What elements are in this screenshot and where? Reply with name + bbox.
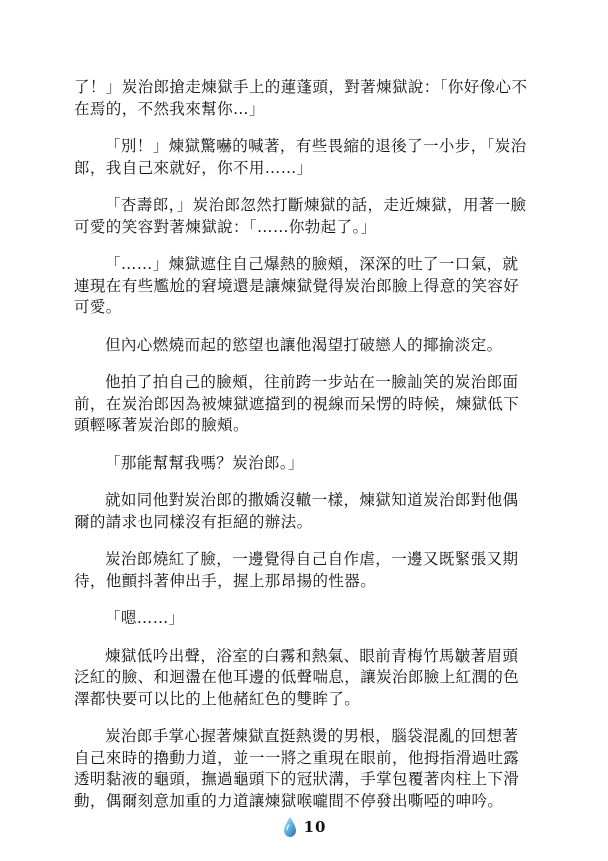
paragraph: 「……」煉獄遮住自己爆熱的臉頰，深深的吐了一口氣，就連現在有些尷尬的窘境還是讓煉獄覺得炭治郎臉上得意的笑容好可愛。 [74,255,520,316]
paragraph: 他拍了拍自己的臉頰，往前跨一步站在一臉訕笑的炭治郎面前，在炭治郎因為被煉獄遮擋到的視線而呆愣的時候，煉獄低下頭輕啄著炭治郎的臉頰。 [74,373,520,434]
paragraph: 了！」炭治郎搶走煉獄手上的蓮蓬頭，對著煉獄說：「你好像心不在焉的，不然我來幫你…」 [74,78,528,118]
water-drop-icon [282,816,298,838]
paragraph: 炭治郎燒紅了臉，一邊覺得自己自作虐，一邊又既緊張又期待，他顫抖著伸出手，握上那昂揚的性器。 [74,550,519,590]
paragraph: 煉獄低吟出聲，浴室的白霧和熱氣、眼前青梅竹馬皺著眉頭泛紅的臉、和迴盪在他耳邊的低聲喘息，讓炭治郎臉上紅潤的色澤都快要可以比的上他赭紅色的雙眸了。 [74,646,520,708]
body-text [74,77,534,828]
paragraph: 「那能幫幫我嗎？炭治郎。」 [105,453,304,472]
paragraph: 炭治郎手掌心握著煉獄直挺熱燙的男根，腦袋混亂的回想著自己來時的擼動力道，並一一將之重現在眼前，他拇指滑過吐露透明黏液的龜頭，撫過龜頭下的冠狀溝，手掌包覆著肉柱上下滑動，偶爾刻意加重的力道讓煉獄喉嚨間不停發出嘶啞的呻吟。 [74,727,520,810]
paragraph: 「別！」煉獄驚嚇的喊著，有些畏縮的退後了一小步，「炭治郎，我自己來就好，你不用……」 [74,137,527,177]
paragraph: 「嗯……」 [105,609,185,627]
paragraph: 「杏壽郎，」炭治郎忽然打斷煉獄的話，走近煉獄，用著一臉可愛的笑容對著煉獄說：「……你勃起了。」 [74,196,527,236]
page-number: 10 [303,818,327,836]
page-footer [0,812,608,842]
paragraph: 但內心燃燒而起的慾望也讓他渴望打破戀人的揶揄淡定。 [105,335,503,354]
paragraph: 就如同他對炭治郎的撒嬌沒轍一樣，煉獄知道炭治郎對他偶爾的請求也同樣沒有拒絕的辦法。 [74,491,519,531]
